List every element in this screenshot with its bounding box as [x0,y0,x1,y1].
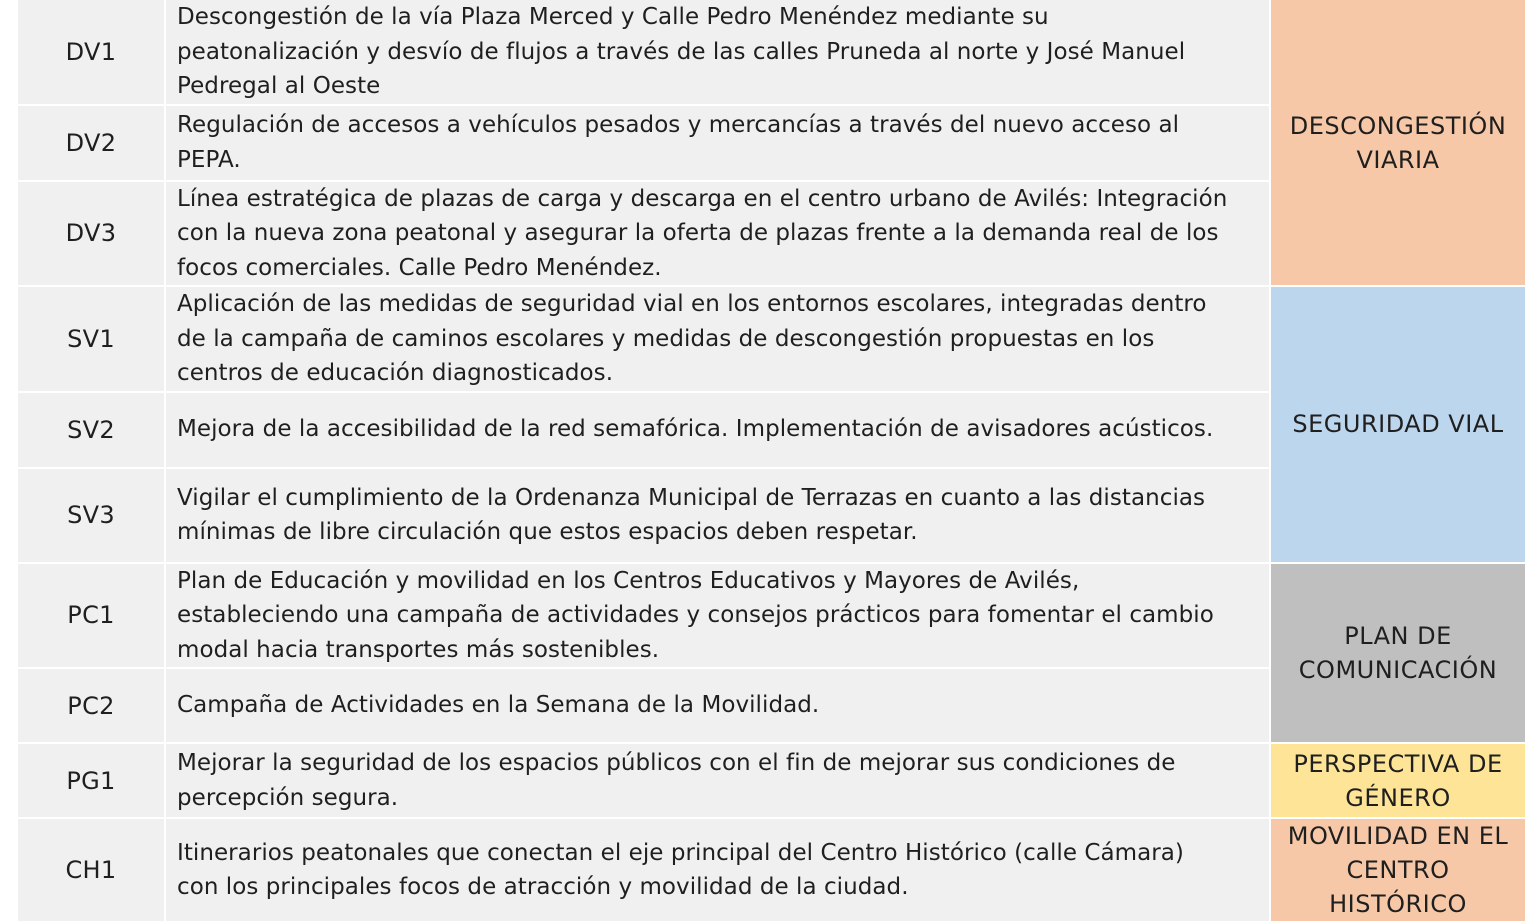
category-plan-de-comunicacion [1270,563,1525,744]
category-label-line: SEGURIDAD VIAL [1292,410,1504,439]
category-movilidad-centro-historico [1270,818,1525,922]
description-line: de la campaña de caminos escolares y medidas de descongestión propuestas en los [177,325,1155,352]
description-line: modal hacia transportes más sostenibles. [177,636,660,663]
category-label-line: DESCONGESTIÓN [1289,111,1507,140]
measure-description [165,468,1270,563]
category-label-line: CENTRO [1346,856,1450,884]
measure-code: SV1 [18,286,165,392]
table-row [18,0,1525,105]
description-line: peatonalización y desvío de flujos a través de las calles Pruneda al norte y José Manuel [177,38,1186,65]
category-label-line: VIARIA [1356,145,1440,174]
description-line: mínimas de libre circulación que estos espacios deben respetar. [177,519,918,545]
measure-description [165,105,1270,181]
description-line: Regulación de accesos a vehículos pesados y mercancías a través del nuevo acceso al [177,112,1180,138]
description-line: Pedregal al Oeste [177,73,381,99]
measure-code: PC1 [18,563,165,669]
measure-description [165,0,1270,105]
measure-description [165,818,1270,922]
measure-description [165,392,1270,468]
description-line: PEPA. [177,146,241,173]
description-line: Descongestión de la vía Plaza Merced y Calle Pedro Menéndez mediante su [177,4,1049,30]
description-line: Vigilar el cumplimiento de la Ordenanza Municipal de Terrazas en cuanto a las distancias [177,484,1206,511]
description-line: focos comerciales. Calle Pedro Menéndez. [177,254,662,281]
measure-description [165,668,1270,743]
description-line: centros de educación diagnosticados. [177,360,614,386]
measure-description [165,563,1270,669]
category-descongestion-viaria [1270,0,1525,286]
table-row [18,563,1525,669]
table-row [18,743,1525,818]
measure-description [165,743,1270,818]
category-label-line: PLAN DE [1344,621,1452,650]
description-line: Mejorar la seguridad de los espacios públicos con el fin de mejorar sus condiciones de [177,750,1176,776]
measure-code: CH1 [18,818,165,922]
measure-code: DV3 [18,181,165,287]
category-label-line: PERSPECTIVA DE [1293,749,1503,778]
measure-code: PC2 [18,668,165,743]
description-line: estableciendo una campaña de actividades y consejos prácticos para fomentar el cambio [177,602,1214,628]
description-line: Mejora de la accesibilidad de la red semafórica. Implementación de avisadores acústicos. [177,416,1214,443]
description-line: Itinerarios peatonales que conectan el eje principal del Centro Histórico (calle Cámara) [177,839,1184,866]
category-label-line: COMUNICACIÓN [1298,655,1498,684]
category-seguridad-vial [1270,286,1525,563]
description-line: Campaña de Actividades en la Semana de la Movilidad. [177,692,820,719]
category-label-line: MOVILIDAD EN EL [1287,822,1509,850]
description-line: Línea estratégica de plazas de carga y descarga en el centro urbano de Avilés: Integración [177,185,1228,212]
measure-code: SV2 [18,392,165,468]
description-line: Aplicación de las medidas de seguridad vial en los entornos escolares, integradas dentro [177,291,1207,317]
measure-code: PG1 [18,743,165,818]
category-label-line: GÉNERO [1345,783,1451,812]
description-line: con la nueva zona peatonal y asegurar la oferta de plazas frente a la demanda real de los [177,220,1219,246]
measure-description [165,181,1270,287]
measure-description [165,286,1270,392]
table-row [18,286,1525,392]
measure-code: DV2 [18,105,165,181]
description-line: Plan de Educación y movilidad en los Centros Educativos y Mayores de Avilés, [177,567,1080,594]
measure-code: SV3 [18,468,165,563]
table-row [18,818,1525,922]
description-line: con los principales focos de atracción y movilidad de la ciudad. [177,874,909,900]
category-label-line: HISTÓRICO [1329,890,1467,918]
measure-code: DV1 [18,0,165,105]
description-line: percepción segura. [177,784,399,811]
measures-table [18,0,1525,923]
category-perspectiva-de-genero [1270,743,1525,818]
